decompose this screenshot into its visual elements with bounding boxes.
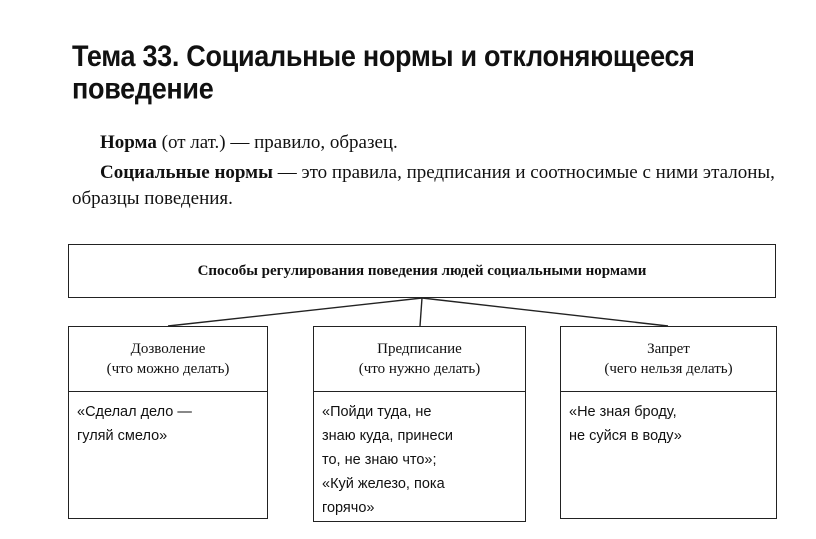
column-body-prescription (313, 391, 526, 522)
title-line-1: Тема 33. Социальные нормы и отклоняющееся (72, 40, 695, 73)
proverb-line: «Пойди туда, не (322, 404, 432, 420)
column-header-prescription (313, 326, 526, 392)
column-name: Дозволение (130, 341, 206, 357)
column-subtitle: (чего нельзя делать) (604, 361, 733, 377)
connector-center (420, 298, 422, 326)
connector-right (422, 298, 668, 326)
column-body-prohibition (560, 391, 777, 519)
proverb-line: горячо» (322, 500, 375, 516)
title-line-2: поведение (72, 72, 214, 105)
diagram-root-label: Способы регулирования поведения людей социальными нормами (197, 262, 647, 279)
proverb-line: «Не зная броду, (569, 404, 677, 420)
proverb-line: то, не знаю что»; (322, 452, 437, 468)
connector-left (168, 298, 422, 326)
proverb-line: знаю куда, принеси (322, 428, 453, 444)
social-norms-text: — это правила, предписания и соотносимые с ними эталоны, образцы поведения. (72, 162, 775, 209)
column-name: Предписание (377, 341, 462, 357)
column-subtitle: (что нужно делать) (358, 361, 481, 377)
social-norms-term: Социальные нормы (100, 162, 273, 183)
proverb-line: не суйся в воду» (569, 428, 682, 444)
column-subtitle: (что можно делать) (106, 361, 230, 377)
column-name: Запрет (647, 341, 690, 357)
diagram-root-box (68, 244, 776, 298)
norm-text: (от лат.) — правило, образец. (156, 132, 398, 153)
column-body-permission (68, 391, 268, 519)
proverb-line: «Куй железо, пока (322, 476, 445, 492)
column-header-prohibition (560, 326, 777, 392)
proverb-line: «Сделал дело — (77, 404, 192, 420)
column-header-permission (68, 326, 268, 392)
proverb-line: гуляй смело» (77, 428, 168, 444)
norm-term: Норма (100, 132, 157, 153)
